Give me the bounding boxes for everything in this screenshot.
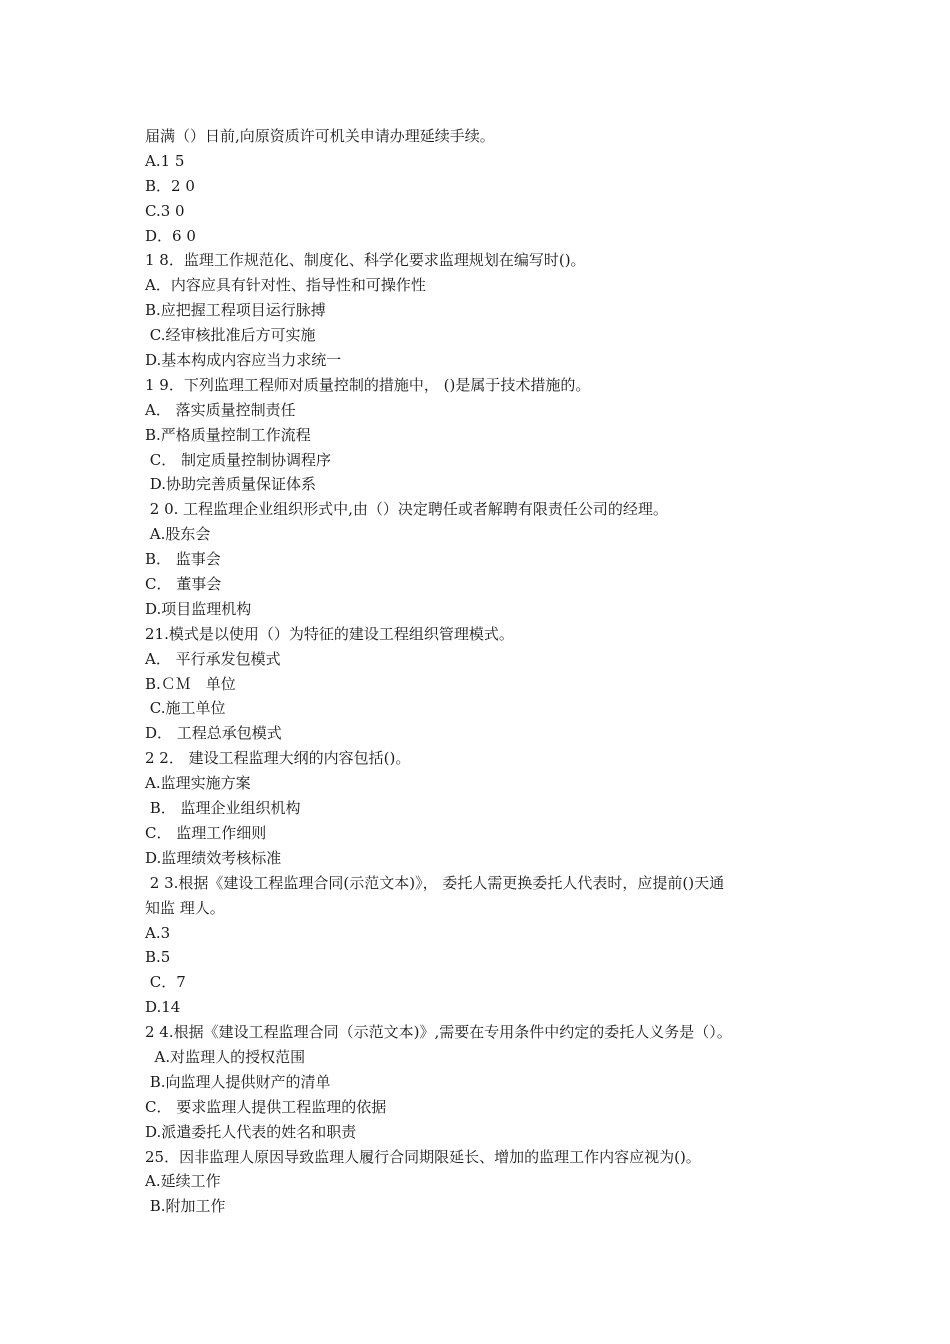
document-body bbox=[145, 124, 835, 1219]
question-line: 25．因非监理人原因导致监理人履行合同期限延长、增加的监理工作内容应视为()。 bbox=[145, 1147, 701, 1166]
option-line: D.项目监理机构 bbox=[145, 599, 252, 618]
option-line: B.向监理人提供财产的清单 bbox=[145, 1072, 331, 1091]
question-line: 2 3.根据《建设工程监理合同(示范文本)》， 委托人需更换委托人代表时，应提前()天通 bbox=[145, 873, 725, 892]
option-line: D.14 bbox=[145, 998, 181, 1017]
option-line: B．2 0 bbox=[145, 176, 195, 195]
question-line: 2 4.根据《建设工程监理合同（示范文本)》,需要在专用条件中约定的委托人义务是（）。 bbox=[145, 1023, 732, 1042]
option-line: A.1 5 bbox=[145, 151, 185, 170]
option-line: B.应把握工程项目运行脉搏 bbox=[145, 301, 326, 320]
option-line: A． 落实质量控制责任 bbox=[145, 400, 296, 419]
option-line: B.ＣＭ 单位 bbox=[145, 674, 236, 693]
text-line: 届满（）日前,向原资质许可机关申请办理延续手续。 bbox=[145, 127, 495, 145]
option-line: A． 平行承发包模式 bbox=[145, 649, 281, 668]
option-line: B.5 bbox=[145, 948, 171, 967]
question-line: 2 2． 建设工程监理大纲的内容包括()。 bbox=[145, 749, 411, 768]
question-line: 21.模式是以使用（）为特征的建设工程组织管理模式。 bbox=[145, 624, 514, 643]
question-line: 2 0. 工程监理企业组织形式中,由（）决定聘任或者解聘有限责任公司的经理。 bbox=[145, 500, 668, 519]
option-line: A．内容应具有针对性、指导性和可操作性 bbox=[145, 276, 426, 295]
option-line: C.施工单位 bbox=[145, 699, 226, 718]
question-line: 1 9．下列监理工程师对质量控制的措施中， ()是属于技术措施的。 bbox=[145, 375, 591, 394]
option-line: D.派遣委托人代表的姓名和职责 bbox=[145, 1122, 357, 1141]
option-line: D． 工程总承包模式 bbox=[145, 724, 282, 743]
option-line: B.附加工作 bbox=[145, 1197, 226, 1216]
option-line: D.基本构成内容应当力求统一 bbox=[145, 351, 342, 370]
option-line: B.严格质量控制工作流程 bbox=[145, 425, 311, 444]
question-line: 1 8．监理工作规范化、制度化、科学化要求监理规划在编写时()。 bbox=[145, 251, 586, 270]
option-line: C.3 0 bbox=[145, 201, 185, 220]
option-line: C.经审核批准后方可实施 bbox=[145, 326, 316, 345]
option-line: C． 制定质量控制协调程序 bbox=[145, 450, 332, 469]
option-line: D.协助完善质量保证体系 bbox=[145, 475, 317, 494]
option-line: A.延续工作 bbox=[145, 1172, 221, 1191]
option-line: C． 监理工作细则 bbox=[145, 823, 267, 842]
option-line: C． 董事会 bbox=[145, 575, 222, 594]
option-line: C． 要求监理人提供工程监理的依据 bbox=[145, 1097, 387, 1116]
option-line: D.监理绩效考核标准 bbox=[145, 848, 282, 867]
option-line: A.对监理人的授权范围 bbox=[145, 1047, 306, 1066]
option-line: B． 监理企业组织机构 bbox=[145, 799, 301, 818]
option-line: A.监理实施方案 bbox=[145, 774, 251, 793]
option-line: A.股东会 bbox=[145, 525, 211, 544]
option-line: B． 监事会 bbox=[145, 550, 221, 569]
question-line-continued: 知监 理人。 bbox=[145, 898, 225, 917]
option-line: A.3 bbox=[145, 923, 171, 942]
option-line: C．7 bbox=[145, 973, 186, 992]
option-line: D．6 0 bbox=[145, 226, 196, 245]
